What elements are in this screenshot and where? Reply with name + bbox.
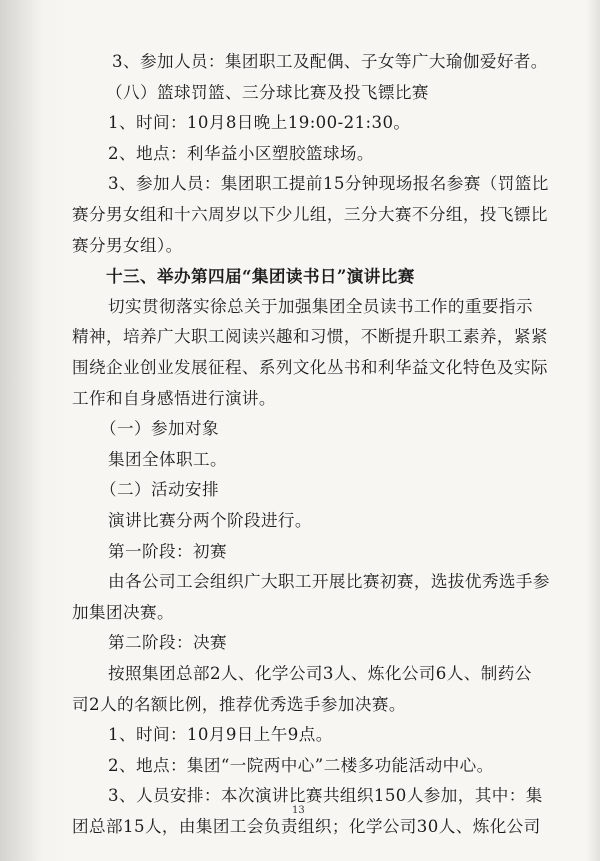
text-line: 司2人的名额比例，推荐优秀选手参加决赛。 — [72, 694, 406, 714]
text-line: 由各公司工会组织广大职工开展比赛初赛，选拔优秀选手参 — [108, 572, 550, 592]
text-line: 围绕企业创业发展征程、系列文化丛书和利华益文化特色及实际 — [72, 358, 548, 377]
text-line: 2、地点：集团“一院两中心”二楼多功能活动中心。 — [108, 755, 494, 775]
text-line: 按照集团总部2人、化学公司3人、炼化公司6人、制药公 — [108, 664, 532, 683]
text-line: 1、时间：10月8日晚上19:00-21:30。 — [108, 113, 411, 133]
text-line: 赛分男女组）。 — [72, 235, 183, 255]
text-line: 3、人员安排：本次演讲比赛共组织150人参加，其中：集 — [108, 786, 543, 806]
text-line: 演讲比赛分两个阶段进行。 — [108, 511, 312, 530]
text-line: 3、参加人员：集团职工提前15分钟现场报名参赛（罚篮比 — [108, 174, 549, 194]
subsection-heading: （一）参加对象 — [100, 419, 219, 439]
text-line: 第二阶段：决赛 — [108, 633, 227, 653]
section-heading: 十三、举办第四届“集团读书日”演讲比赛 — [106, 266, 415, 287]
text-line: （八）篮球罚篮、三分球比赛及投飞镖比赛 — [106, 82, 429, 102]
text-line: 精神，培养广大职工阅读兴趣和习惯，不断提升职工素养，紧紧 — [72, 327, 548, 347]
text-line: 赛分男女组和十六周岁以下少儿组，三分大赛不分组，投飞镖比 — [72, 205, 548, 224]
text-line: 1、时间：10月9日上午9点。 — [108, 725, 333, 745]
text-line: 第一阶段：初赛 — [108, 541, 227, 561]
text-line: 切实贯彻落实徐总关于加强集团全员读书工作的重要指示 — [108, 296, 533, 316]
subsection-heading: （二）活动安排 — [100, 480, 219, 500]
scan-shadow-right — [586, 0, 600, 861]
text-line: 3、参加人员：集团职工及配偶、子女等广大瑜伽爱好者。 — [112, 52, 548, 71]
text-line: 加集团决赛。 — [72, 602, 174, 622]
page-number: 13 — [292, 805, 305, 816]
text-line: 2、地点：利华益小区塑胶篮球场。 — [108, 143, 374, 163]
text-line: 团总部15人，由集团工会负责组织；化学公司30人、炼化公司 — [72, 817, 541, 836]
scan-shadow-left — [0, 0, 70, 861]
text-line: 集团全体职工。 — [108, 449, 227, 469]
text-line: 工作和自身感悟进行演讲。 — [72, 388, 276, 408]
